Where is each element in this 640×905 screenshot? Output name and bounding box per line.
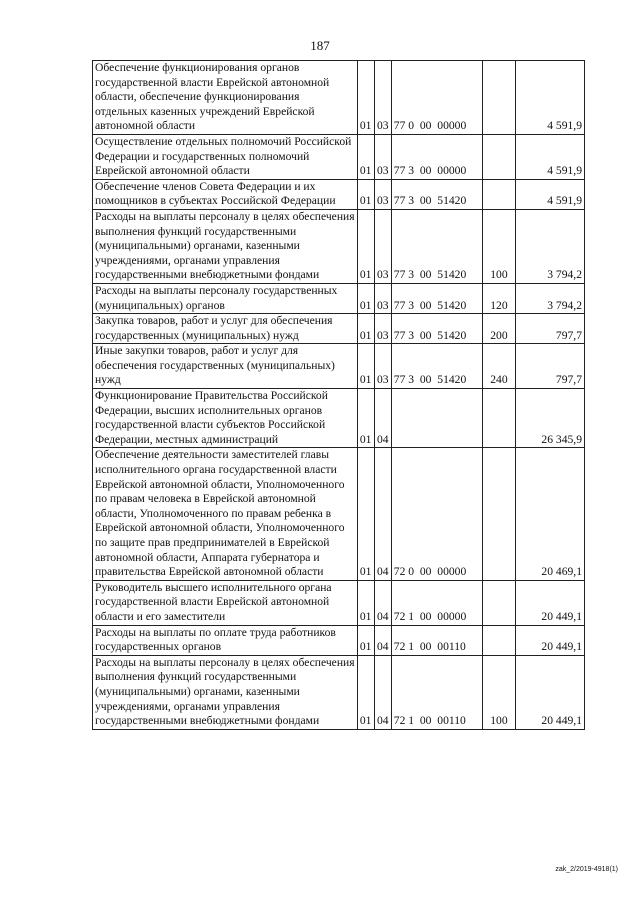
document-code: zak_2/2019-4918(1) (555, 866, 618, 873)
section-code: 01 (357, 389, 374, 448)
subsection-code: 03 (374, 61, 391, 135)
subsection-code: 04 (374, 389, 391, 448)
amount: 20 449,1 (515, 625, 584, 655)
table-row (93, 655, 585, 729)
amount: 20 449,1 (515, 655, 584, 729)
expense-type-code (483, 389, 515, 448)
row-description: Обеспечение деятельности заместителей главы исполнительного органа государственной власти Еврейской автономной области, Уполномоченного по правам человека в Еврейской автономной области, Уполномоченного по правам ребенка в Еврейской автономной области, Уполномоченного по защите прав предпринимателей в Еврейской автономной области, Аппарата губернатора и правительства Еврейской автономной области (93, 448, 358, 580)
expense-type-code (483, 625, 515, 655)
budget-table (92, 60, 585, 730)
expense-type-code (483, 448, 515, 580)
amount: 4 591,9 (515, 179, 584, 209)
row-description: Осуществление отдельных полномочий Российской Федерации и государственных полномочий Еврейской автономной области (93, 134, 358, 179)
section-code: 01 (357, 179, 374, 209)
amount: 4 591,9 (515, 134, 584, 179)
target-article-code: 77 3 00 51420 (391, 314, 483, 344)
table-row (93, 448, 585, 580)
subsection-code: 04 (374, 625, 391, 655)
row-description: Расходы на выплаты персоналу государственных (муниципальных) органов (93, 283, 358, 313)
target-article-code: 77 0 00 00000 (391, 61, 483, 135)
target-article-code: 72 1 00 00110 (391, 625, 483, 655)
amount: 797,7 (515, 314, 584, 344)
row-description: Обеспечение членов Совета Федерации и их помощников в субъектах Российской Федерации (93, 179, 358, 209)
subsection-code: 03 (374, 283, 391, 313)
target-article-code: 77 3 00 51420 (391, 344, 483, 389)
table-row (93, 389, 585, 448)
amount: 20 469,1 (515, 448, 584, 580)
section-code: 01 (357, 625, 374, 655)
table-row (93, 314, 585, 344)
table-row (93, 179, 585, 209)
subsection-code: 04 (374, 655, 391, 729)
target-article-code: 72 1 00 00110 (391, 655, 483, 729)
target-article-code: 77 3 00 00000 (391, 134, 483, 179)
table-row (93, 625, 585, 655)
target-article-code: 72 1 00 00000 (391, 580, 483, 625)
target-article-code: 77 3 00 51420 (391, 179, 483, 209)
row-description: Руководитель высшего исполнительного органа государственной власти Еврейской автономной области и его заместители (93, 580, 358, 625)
row-description: Закупка товаров, работ и услуг для обеспечения государственных (муниципальных) нужд (93, 314, 358, 344)
row-description: Расходы на выплаты по оплате труда работников государственных органов (93, 625, 358, 655)
expense-type-code (483, 61, 515, 135)
subsection-code: 03 (374, 134, 391, 179)
expense-type-code (483, 580, 515, 625)
section-code: 01 (357, 344, 374, 389)
section-code: 01 (357, 580, 374, 625)
table-row (93, 209, 585, 283)
amount: 20 449,1 (515, 580, 584, 625)
target-article-code: 77 3 00 51420 (391, 283, 483, 313)
expense-type-code: 100 (483, 655, 515, 729)
section-code: 01 (357, 314, 374, 344)
subsection-code: 03 (374, 179, 391, 209)
target-article-code: 77 3 00 51420 (391, 209, 483, 283)
expense-type-code: 240 (483, 344, 515, 389)
expense-type-code: 200 (483, 314, 515, 344)
subsection-code: 03 (374, 209, 391, 283)
amount: 4 591,9 (515, 61, 584, 135)
row-description: Расходы на выплаты персоналу в целях обеспечения выполнения функций государственными (муниципальными) органами, казенными учреждениями, органами управления государственными внебюджетными фондами (93, 655, 358, 729)
subsection-code: 04 (374, 448, 391, 580)
amount: 26 345,9 (515, 389, 584, 448)
table-row (93, 134, 585, 179)
row-description: Расходы на выплаты персоналу в целях обеспечения выполнения функций государственными (муниципальными) органами, казенными учреждениями, органами управления государственными внебюджетными фондами (93, 209, 358, 283)
subsection-code: 04 (374, 580, 391, 625)
row-description: Иные закупки товаров, работ и услуг для обеспечения государственных (муниципальных) нужд (93, 344, 358, 389)
table-row (93, 61, 585, 135)
expense-type-code (483, 134, 515, 179)
table-row (93, 344, 585, 389)
section-code: 01 (357, 61, 374, 135)
amount: 3 794,2 (515, 209, 584, 283)
section-code: 01 (357, 283, 374, 313)
table-row (93, 580, 585, 625)
expense-type-code: 100 (483, 209, 515, 283)
expense-type-code: 120 (483, 283, 515, 313)
expense-type-code (483, 179, 515, 209)
amount: 797,7 (515, 344, 584, 389)
row-description: Обеспечение функционирования органов государственной власти Еврейской автономной области, обеспечение функционирования отдельных казенных учреждений Еврейской автономной области (93, 61, 358, 135)
row-description: Функционирование Правительства Российской Федерации, высших исполнительных органов государственной власти субъектов Российской Федерации, местных администраций (93, 389, 358, 448)
section-code: 01 (357, 209, 374, 283)
amount: 3 794,2 (515, 283, 584, 313)
target-article-code (391, 389, 483, 448)
table-row (93, 283, 585, 313)
subsection-code: 03 (374, 314, 391, 344)
page-number: 187 (310, 38, 330, 53)
section-code: 01 (357, 655, 374, 729)
section-code: 01 (357, 448, 374, 580)
section-code: 01 (357, 134, 374, 179)
subsection-code: 03 (374, 344, 391, 389)
target-article-code: 72 0 00 00000 (391, 448, 483, 580)
